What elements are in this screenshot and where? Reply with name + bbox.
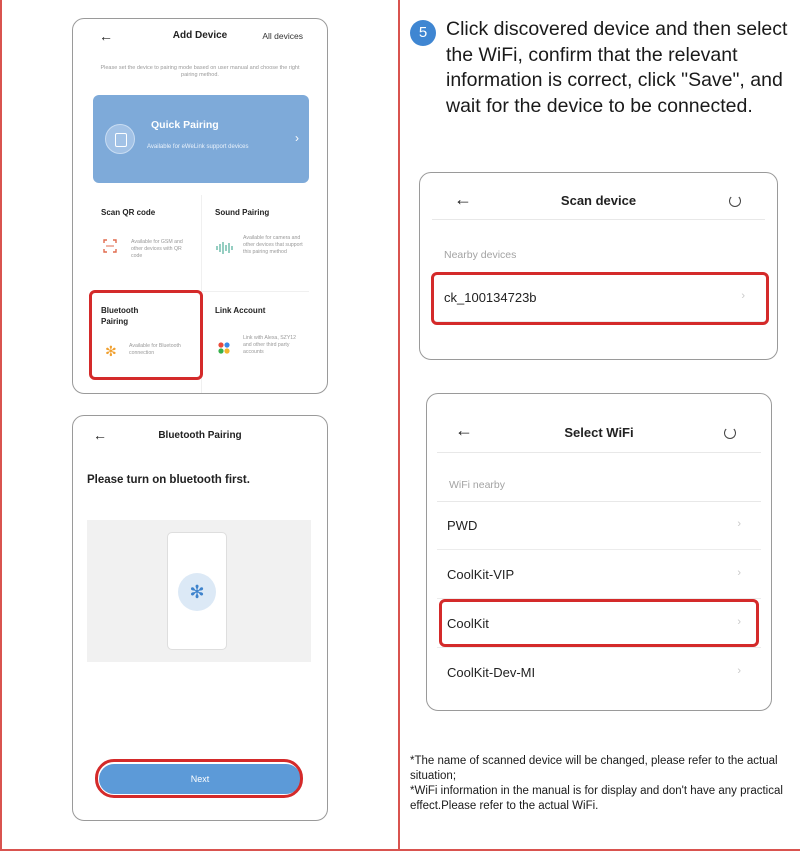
sound-pairing-title: Sound Pairing <box>215 208 270 217</box>
scan-qr-description: Available for GSM and other devices with QR code <box>131 239 183 259</box>
add-device-screen <box>72 18 328 394</box>
wifi-row-pwd[interactable] <box>437 502 761 550</box>
bluetooth-pairing-title: Bluetooth Pairing <box>158 430 242 441</box>
phone-illustration <box>167 532 227 650</box>
chevron-right-icon: › <box>295 131 299 145</box>
wifi-name: CoolKit <box>447 616 489 631</box>
scan-qr-title: Scan QR code <box>101 208 156 217</box>
step-instruction: Click discovered device and then select the WiFi, confirm that the relevant information is correct, click "Save", and wait for the device to be connected. <box>446 18 788 117</box>
refresh-icon[interactable] <box>729 195 741 207</box>
bluetooth-highlight-box <box>89 290 203 380</box>
frame-line-left <box>0 0 2 851</box>
chevron-right-icon: › <box>737 567 741 579</box>
step-number-badge: 5 <box>410 20 436 46</box>
bluetooth-pairing-screen <box>72 415 328 821</box>
linked-apps-icon <box>217 341 231 355</box>
wifi-row-coolkit-dev-mi[interactable] <box>437 649 761 697</box>
quick-pairing-icon <box>105 124 135 154</box>
wifi-name: PWD <box>447 518 478 533</box>
select-wifi-title: Select WiFi <box>564 425 634 440</box>
chevron-right-icon: › <box>741 290 745 302</box>
footnote-wifi-info: *WiFi information in the manual is for display and don't have any practical effect.Please refer to the actual WiFi. <box>410 785 783 812</box>
bluetooth-instruction: Please turn on bluetooth first. <box>87 474 250 486</box>
select-wifi-screen <box>426 393 772 711</box>
footnotes <box>410 754 796 814</box>
quick-pairing-card[interactable] <box>93 95 309 183</box>
bluetooth-pairing-description: Available for Bluetooth connection <box>129 343 181 356</box>
link-account-card[interactable] <box>207 295 311 389</box>
bluetooth-pairing-title: Bluetooth Pairing <box>101 306 139 326</box>
sound-pairing-card[interactable] <box>207 197 311 289</box>
refresh-icon[interactable] <box>724 427 736 439</box>
back-arrow-icon[interactable]: ← <box>93 427 107 443</box>
sound-pairing-description: Available for camera and other devices that support this pairing method <box>243 235 303 255</box>
qr-scan-icon <box>103 239 117 253</box>
quick-pairing-subtitle: Available for eWeLink support devices <box>147 144 249 150</box>
link-account-description: Link with Alexa, SZY12 and other third party accounts <box>243 335 297 355</box>
sound-wave-icon <box>215 241 233 255</box>
scan-device-title: Scan device <box>560 193 637 208</box>
scan-device-screen <box>419 172 778 360</box>
bluetooth-icon: ✻ <box>178 573 216 611</box>
chevron-right-icon: › <box>737 616 741 628</box>
wifi-row-coolkit-vip[interactable] <box>437 551 761 599</box>
quick-pairing-title: Quick Pairing <box>151 119 219 131</box>
coolkit-highlight-box <box>439 599 759 647</box>
pairing-hint: Please set the device to pairing mode based on user manual and choose the right pairing method. <box>100 65 300 78</box>
link-account-title: Link Account <box>215 306 266 315</box>
frame-line-middle <box>398 0 400 851</box>
back-arrow-icon[interactable]: ← <box>454 189 472 209</box>
back-arrow-icon[interactable]: ← <box>99 28 113 44</box>
chevron-right-icon: › <box>737 518 741 530</box>
header-divider <box>437 452 761 453</box>
back-arrow-icon[interactable]: ← <box>455 420 473 440</box>
next-highlight-box <box>95 759 303 798</box>
header-divider <box>432 219 765 220</box>
wifi-name: CoolKit-VIP <box>447 567 515 582</box>
add-device-title: Add Device <box>172 30 228 41</box>
nearby-devices-label: Nearby devices <box>444 249 517 261</box>
all-devices-link[interactable]: All devices <box>262 31 303 41</box>
bluetooth-illustration <box>87 520 311 662</box>
bluetooth-icon: ✻ <box>105 343 117 359</box>
add-device-header <box>73 19 327 53</box>
scan-qr-card[interactable] <box>93 197 199 289</box>
next-button[interactable]: Next <box>99 764 301 794</box>
wifi-nearby-label: WiFi nearby <box>449 479 506 491</box>
device-highlight-box <box>431 272 769 325</box>
footnote-device-name: *The name of scanned device will be changed, please refer to the actual situation; <box>410 755 778 782</box>
chevron-right-icon: › <box>737 665 741 677</box>
wifi-name: CoolKit-Dev-MI <box>447 665 536 680</box>
device-name: ck_100134723b <box>444 290 537 305</box>
